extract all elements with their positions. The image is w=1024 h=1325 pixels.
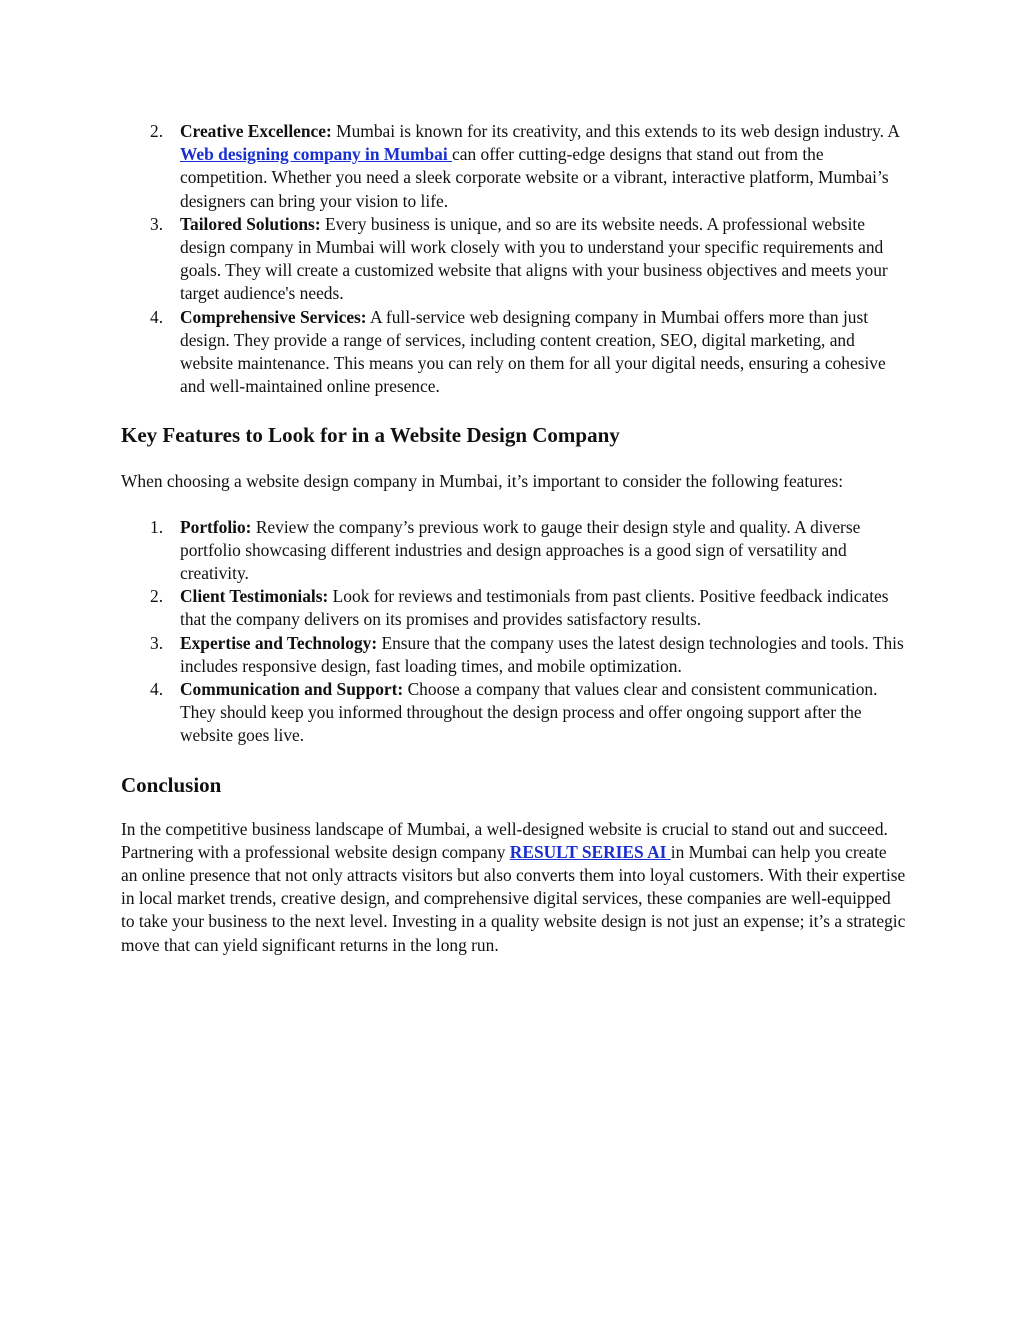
list-number: 2. <box>150 586 164 607</box>
item-term: Creative Excellence: <box>180 121 332 141</box>
list-number: 1. <box>150 516 164 537</box>
item-term: Communication and Support: <box>180 679 404 700</box>
item-term: Client Testimonials: <box>180 586 329 607</box>
conclusion-text: in Mumbai can help you create an online presence that not only attracts visitors but also converts them into loyal customers. With their expertise in local market trends, creative design, and comprehensive digital services, these companies are well-equipped to take your business to the next level. Investing in a quality website design is not just an expense; it’s a strategic move that can yield significant returns in the long run. <box>121 841 906 955</box>
result-series-ai-link[interactable]: RESULT SERIES AI <box>509 841 671 862</box>
item-text: Review the company’s previous work to gauge their design style and quality. A diverse portfolio showcasing different industries and design approaches is a good sign of versatility and creativity. <box>180 516 861 584</box>
list-item <box>121 213 907 306</box>
item-term: Tailored Solutions: <box>180 213 321 234</box>
item-term: Comprehensive Services: <box>180 306 367 327</box>
web-designing-company-link[interactable]: Web designing company in Mumbai <box>180 144 453 165</box>
list-number: 3. <box>150 213 164 234</box>
list-item <box>121 120 907 213</box>
list-number: 4. <box>150 306 164 327</box>
conclusion-text: In the competitive business landscape of Mumbai, a well-designed website is crucial to stand out and succeed. Partnering with a professional website design company <box>121 818 888 862</box>
list-number: 3. <box>150 632 164 653</box>
conclusion-heading: Conclusion <box>121 772 222 797</box>
item-text: Choose a company that values clear and consistent communication. They should keep you informed throughout the design process and offer ongoing support after the website goes live. <box>180 679 878 746</box>
item-text: can offer cutting-edge designs that stand out from the competition. Whether you need a sleek corporate website or a vibrant, interactive platform, Mumbai’s designers can bring your vision to life. <box>180 144 889 211</box>
document-page <box>121 120 907 957</box>
key-features-heading: Key Features to Look for in a Website Design Company <box>121 423 620 448</box>
item-term: Portfolio: <box>180 516 252 537</box>
key-features-intro: When choosing a website design company in Mumbai, it’s important to consider the following features: <box>121 471 844 492</box>
list-item <box>121 632 907 678</box>
key-features-list <box>121 516 907 748</box>
list-item <box>121 306 907 399</box>
item-text: Ensure that the company uses the latest design technologies and tools. This includes responsive design, fast loading times, and mobile optimization. <box>180 632 904 676</box>
conclusion-paragraph <box>121 818 907 957</box>
item-text: Every business is unique, and so are its website needs. A professional website design company in Mumbai will work closely with you to understand your specific requirements and goals. They will create a customized website that aligns with your business objectives and meets your target audience's needs. <box>180 213 888 304</box>
item-text: A full-service web designing company in Mumbai offers more than just design. They provide a range of services, including content creation, SEO, digital marketing, and website maintenance. This means you can rely on them for all your digital needs, ensuring a cohesive and well-maintained online presence. <box>180 306 886 397</box>
list-number: 4. <box>150 679 164 700</box>
list-number: 2. <box>150 121 164 141</box>
list-item <box>121 516 907 586</box>
item-term: Expertise and Technology: <box>180 632 378 653</box>
item-text: Look for reviews and testimonials from past clients. Positive feedback indicates that the company delivers on its promises and provides satisfactory results. <box>180 586 889 630</box>
item-text: Mumbai is known for its creativity, and this extends to its web design industry. A <box>331 121 900 141</box>
list-item <box>121 678 907 748</box>
benefits-list <box>121 120 907 398</box>
list-item <box>121 585 907 631</box>
